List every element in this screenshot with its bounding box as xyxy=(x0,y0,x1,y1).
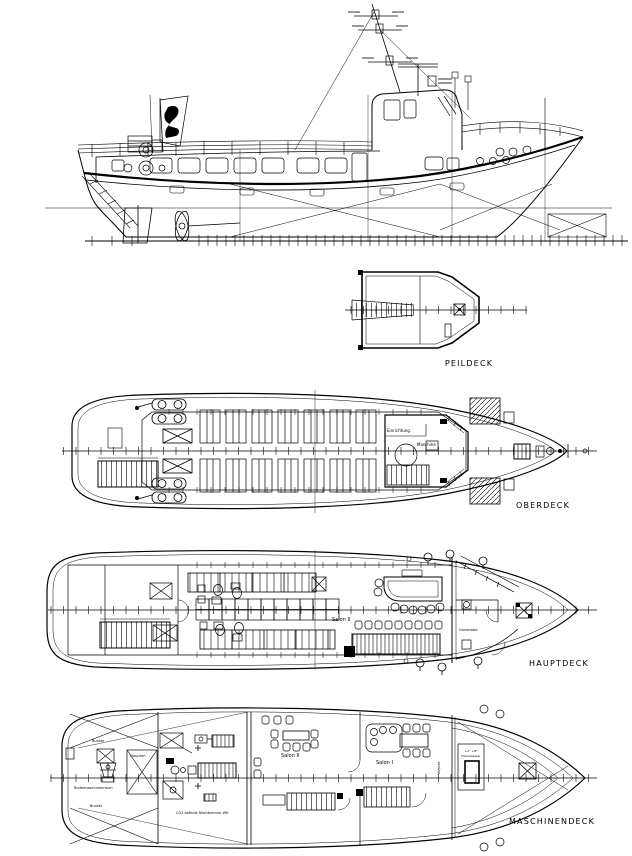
antennas xyxy=(452,72,471,110)
mast xyxy=(295,4,471,150)
peildeck-ladder xyxy=(352,300,414,320)
stern-stairs xyxy=(98,428,158,487)
salon2-room xyxy=(254,716,350,810)
garderobe-label: Garderobe xyxy=(459,628,478,632)
maschinendeck-label: MASCHINENDECK xyxy=(508,817,596,826)
seahorse-emblem-icon xyxy=(164,106,179,138)
salon2m-label: Salon II xyxy=(281,753,300,759)
salon2-stairs xyxy=(287,793,350,810)
bunker-top-label: Bunker xyxy=(92,739,105,743)
bunker-bottom-label: Bunker xyxy=(90,804,103,808)
peildeck-label: PEILDECK xyxy=(444,359,494,368)
peildeck-plan xyxy=(345,270,527,368)
salon2-label: Salon II xyxy=(332,617,351,623)
side-profile-view xyxy=(45,4,628,246)
stern-flag xyxy=(150,95,188,152)
tank-label-1: +2° +8° xyxy=(464,749,478,753)
oberdeck-plan xyxy=(62,390,597,513)
salon1-stairs xyxy=(356,787,426,807)
maschinendeck-plan xyxy=(50,705,597,851)
hauptdeck-plan xyxy=(47,550,597,675)
aft-railing xyxy=(78,141,372,157)
hauptdeck-label: HAUPTDECK xyxy=(529,659,589,668)
flaschen-label: Flaschen xyxy=(130,754,146,758)
engine-room xyxy=(160,733,236,801)
vorpiek-label: Vorpiek xyxy=(437,761,441,775)
bridge xyxy=(372,90,462,150)
engine-room-note: CO2 befinde Nachbrenner WK xyxy=(176,811,229,815)
deck-fitting xyxy=(445,324,451,337)
engine-casing-hatch xyxy=(344,634,440,657)
bow-tank-hatch xyxy=(548,214,606,237)
rudermaschine-label: Rudermaschinenraum xyxy=(74,786,113,790)
oberdeck-label: OBERDECK xyxy=(515,501,571,510)
salon1-label: Salon I xyxy=(376,760,393,766)
tank-label-2: Frischwasser xyxy=(461,754,481,758)
wheelhouse-label-1: Einrichtung. xyxy=(387,428,412,433)
chair-row xyxy=(355,621,442,629)
stern-stairway xyxy=(100,619,170,648)
wheelhouse-stairs xyxy=(387,465,429,485)
salon1-room xyxy=(356,724,430,807)
wheelhouse-label-2: Maschine xyxy=(417,442,436,447)
